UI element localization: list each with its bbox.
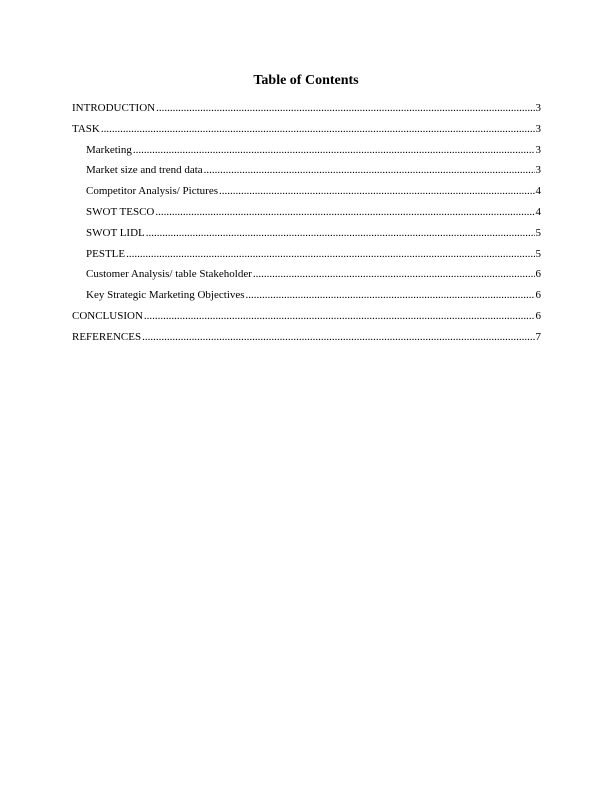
toc-dot-leader <box>101 122 535 136</box>
toc-entry-label: PESTLE <box>86 247 126 260</box>
toc-entry-label: SWOT TESCO <box>86 205 155 218</box>
toc-entry-label: Key Strategic Marketing Objectives <box>86 289 245 302</box>
toc-dot-leader <box>144 309 535 323</box>
toc-entry-market-size[interactable] <box>72 163 541 184</box>
toc-page-number: 3 <box>535 164 541 177</box>
toc-entry-pestle[interactable] <box>72 247 541 268</box>
toc-dot-leader <box>219 184 535 198</box>
toc-entry-conclusion[interactable] <box>72 309 541 330</box>
toc-page-number: 3 <box>535 122 541 135</box>
toc-dot-leader <box>156 101 534 115</box>
toc-entry-label: CONCLUSION <box>72 309 143 322</box>
toc-entry-label: Market size and trend data <box>86 164 203 177</box>
toc-entry-references[interactable] <box>72 330 541 351</box>
toc-entry-key-objectives[interactable] <box>72 288 541 309</box>
toc-page-number: 5 <box>535 226 541 239</box>
toc-entry-task[interactable] <box>72 122 541 143</box>
toc-entry-marketing[interactable] <box>72 143 541 164</box>
toc-page-number: 3 <box>535 143 541 156</box>
toc-page-number: 5 <box>535 247 541 260</box>
toc-entry-label: Competitor Analysis/ Pictures <box>86 185 218 198</box>
toc-dot-leader <box>126 247 534 261</box>
toc-entry-label: SWOT LIDL <box>86 226 145 239</box>
toc-dot-leader <box>246 288 535 302</box>
toc-entry-label: INTRODUCTION <box>72 102 156 114</box>
toc-dot-leader <box>133 143 535 157</box>
toc-entry-customer-analysis[interactable] <box>72 267 541 288</box>
toc-entry-label: Marketing <box>86 143 132 156</box>
toc-dot-leader <box>146 226 535 240</box>
toc-title: Table of Contents <box>253 73 359 88</box>
toc-page-number: 6 <box>535 268 541 281</box>
toc-page-number: 4 <box>535 185 541 198</box>
toc-list <box>72 101 541 351</box>
toc-entry-swot-lidl[interactable] <box>72 226 541 247</box>
toc-dot-leader <box>155 205 534 219</box>
toc-dot-leader <box>142 330 534 344</box>
toc-entry-swot-tesco[interactable] <box>72 205 541 226</box>
toc-page-number: 7 <box>535 330 541 343</box>
toc-page-number: 3 <box>535 102 541 114</box>
toc-entry-introduction[interactable] <box>72 101 541 122</box>
toc-page-number: 6 <box>535 309 541 322</box>
toc-entry-label: TASK <box>72 122 100 135</box>
toc-entry-label: REFERENCES <box>72 330 142 343</box>
toc-page-number: 4 <box>535 205 541 218</box>
toc-dot-leader <box>253 267 535 281</box>
toc-entry-competitor-analysis[interactable] <box>72 184 541 205</box>
toc-dot-leader <box>204 163 535 177</box>
toc-entry-label: Customer Analysis/ table Stakeholder <box>86 268 252 281</box>
toc-page-number: 6 <box>535 289 541 302</box>
